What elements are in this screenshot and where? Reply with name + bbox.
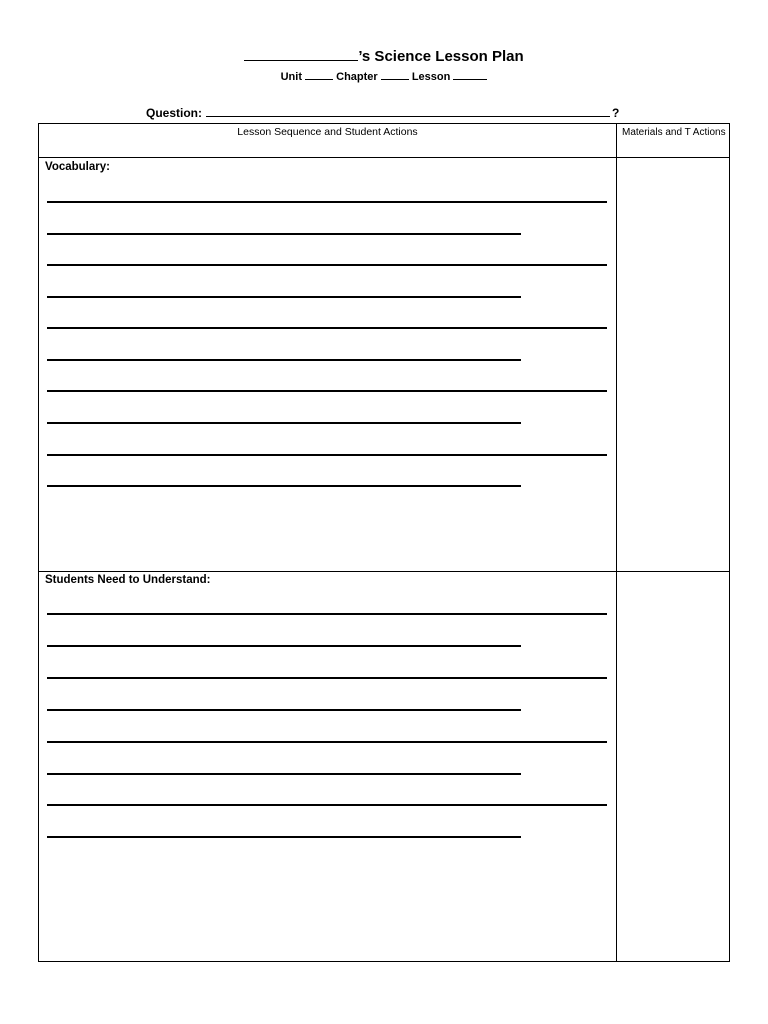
lesson-label: Lesson	[411, 71, 451, 83]
understand-line[interactable]	[47, 804, 607, 806]
vocabulary-line[interactable]	[47, 422, 521, 424]
vocabulary-label: Vocabulary:	[45, 161, 110, 173]
unit-chapter-lesson-line	[0, 70, 768, 83]
section-divider	[39, 571, 729, 572]
lesson-plan-table	[38, 123, 730, 962]
header-divider	[39, 157, 729, 158]
vocabulary-line[interactable]	[47, 201, 607, 203]
vocabulary-line[interactable]	[47, 233, 521, 235]
understand-line[interactable]	[47, 677, 607, 679]
vocabulary-line[interactable]	[47, 390, 607, 392]
materials-column-header: Materials and T Actions	[622, 127, 726, 138]
vocabulary-line[interactable]	[47, 359, 521, 361]
understand-line[interactable]	[47, 645, 521, 647]
lesson-blank[interactable]	[453, 70, 487, 80]
question-label: Question:	[146, 106, 202, 120]
understand-line[interactable]	[47, 613, 607, 615]
understand-line[interactable]	[47, 709, 521, 711]
sequence-column-header: Lesson Sequence and Student Actions	[237, 126, 418, 138]
teacher-name-blank[interactable]	[244, 48, 358, 61]
chapter-label: Chapter	[336, 71, 378, 83]
vocabulary-line[interactable]	[47, 485, 521, 487]
title-text: ’s Science Lesson Plan	[358, 48, 524, 65]
unit-blank[interactable]	[305, 70, 333, 80]
chapter-blank[interactable]	[381, 70, 409, 80]
question-blank[interactable]	[206, 106, 610, 117]
question-line	[146, 106, 619, 120]
column-divider	[616, 124, 617, 961]
page-title	[0, 48, 768, 65]
understand-line[interactable]	[47, 741, 607, 743]
understand-line[interactable]	[47, 773, 521, 775]
vocabulary-line[interactable]	[47, 327, 607, 329]
unit-label: Unit	[280, 71, 302, 83]
question-mark: ?	[612, 106, 620, 120]
understand-line[interactable]	[47, 836, 521, 838]
vocabulary-line[interactable]	[47, 454, 607, 456]
vocabulary-line[interactable]	[47, 296, 521, 298]
vocabulary-line[interactable]	[47, 264, 607, 266]
understand-label: Students Need to Understand:	[45, 574, 211, 586]
